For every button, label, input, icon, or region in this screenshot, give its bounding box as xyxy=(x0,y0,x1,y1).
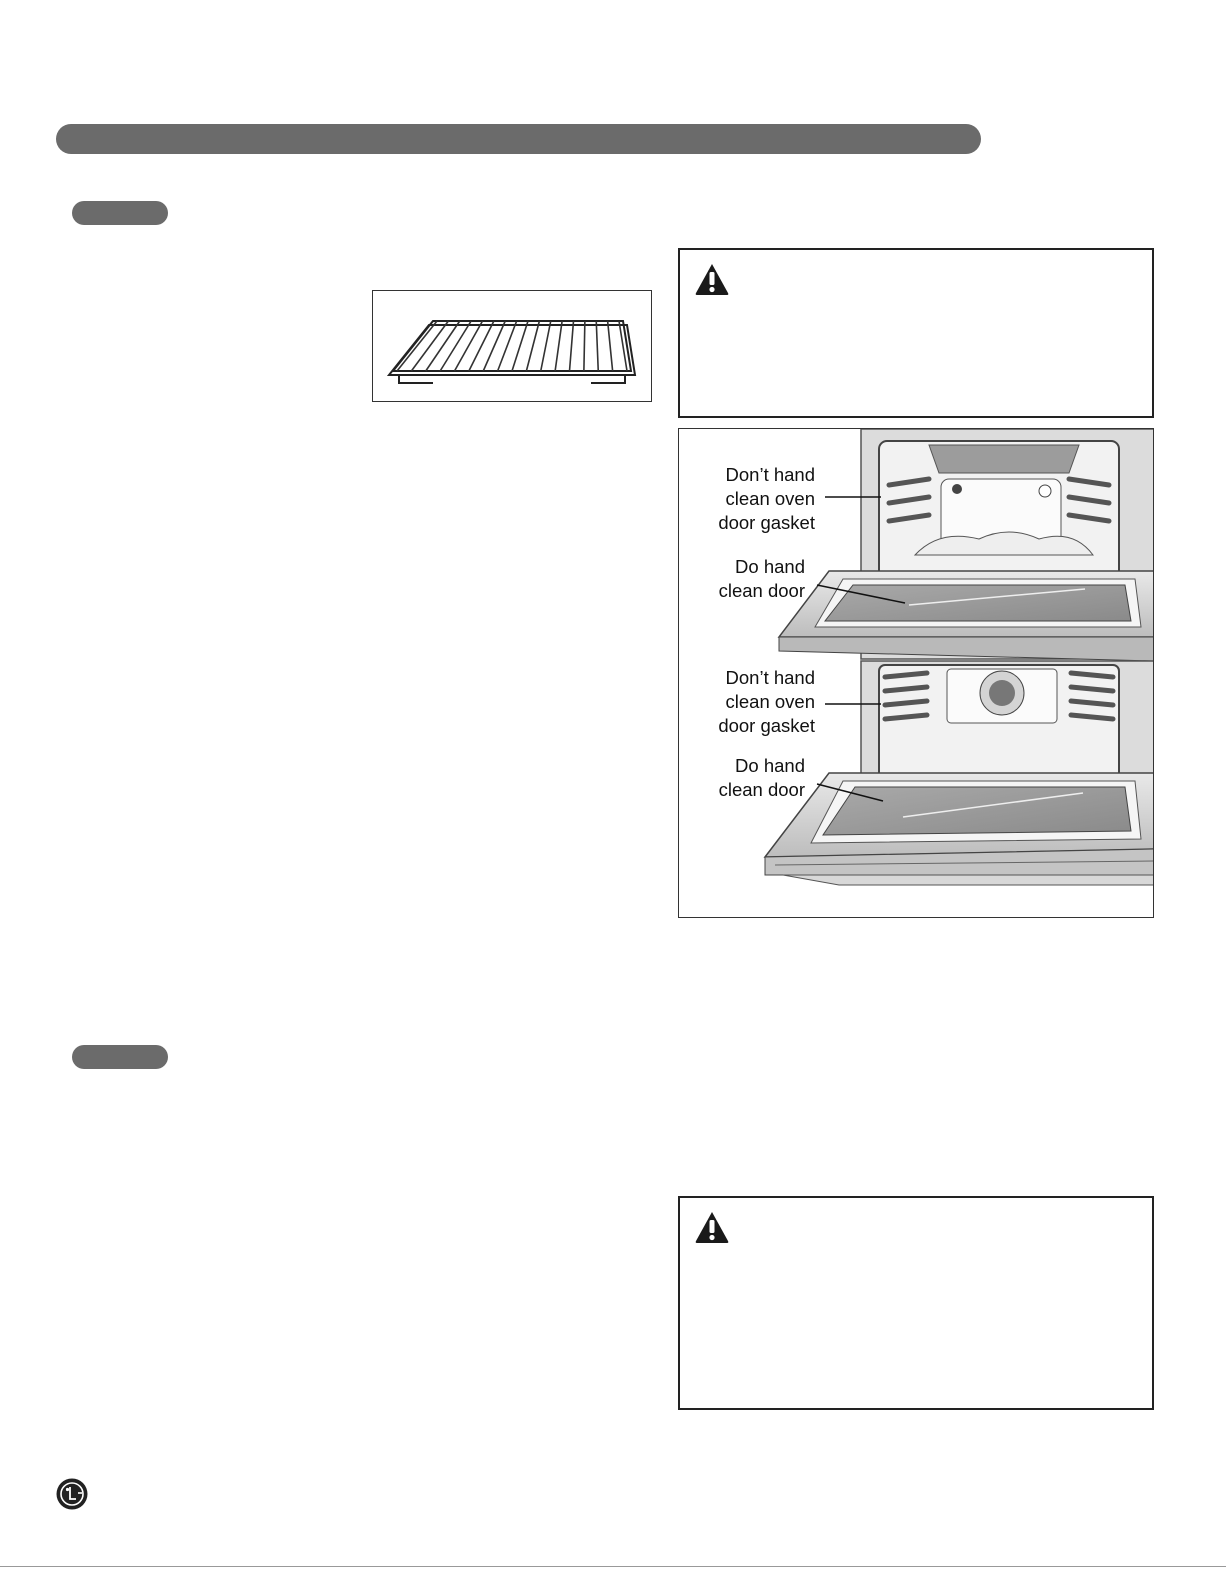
warning-triangle-icon xyxy=(694,1210,730,1244)
oven-rack-figure xyxy=(372,290,652,402)
callout-lower-door: Do hand clean door xyxy=(718,755,805,800)
footer-rule xyxy=(0,1566,1226,1567)
rack-wire xyxy=(440,321,471,371)
rack-wire xyxy=(608,321,613,371)
callout-upper-door: Do hand clean door xyxy=(718,556,805,601)
section-pill-2 xyxy=(72,1045,168,1069)
rack-wire xyxy=(469,321,494,371)
rack-wire xyxy=(526,321,539,371)
rack-wire xyxy=(584,321,585,371)
callout-lower-gasket: Don’t hand clean oven door gasket xyxy=(718,667,815,736)
rack-wire xyxy=(541,321,551,371)
warning-box-2 xyxy=(678,1196,1154,1410)
rack-wire xyxy=(570,321,574,371)
section-pill-1 xyxy=(72,201,168,225)
rack-wire xyxy=(555,321,562,371)
warning-triangle-icon xyxy=(694,262,730,296)
header-bar xyxy=(56,124,981,154)
rack-wire xyxy=(483,321,505,371)
oven-rack-illustration xyxy=(373,291,651,401)
rack-wire xyxy=(455,321,483,371)
rack-wire xyxy=(619,321,627,371)
lg-logo xyxy=(56,1478,88,1510)
callout-upper-gasket: Don’t hand clean oven door gasket xyxy=(718,464,815,533)
double-oven-figure xyxy=(678,428,1154,918)
rack-wire xyxy=(596,321,598,371)
warning-box-1 xyxy=(678,248,1154,418)
